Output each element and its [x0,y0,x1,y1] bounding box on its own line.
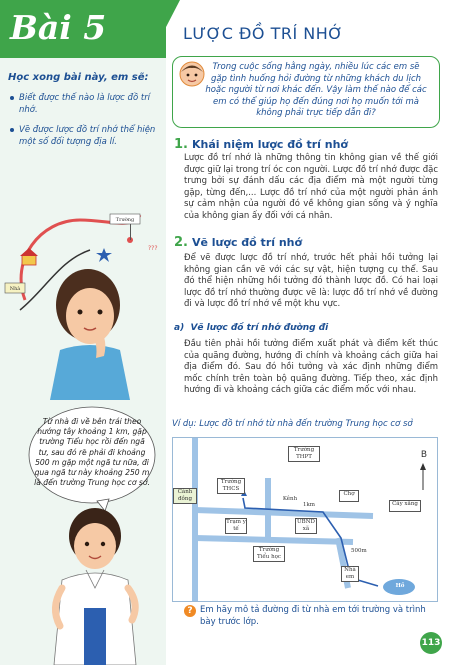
map-label-kenh: Kênh [282,496,298,502]
page-number: 113 [420,632,442,654]
section-2-heading: 2. Vẽ lược đồ trí nhớ [174,235,303,250]
section-1-body: Lược đồ trí nhớ là những thông tin không gian về thế giới được giữ lại trong trí óc con người. Lược đồ trí nhớ được đặc trưng bởi sự đánh dấu các địa điểm mà một người từng gặp, từng đến,... Lược đồ trí nhớ của một người phản ánh sự cảm nhận của người đó về không gian sống và ý nghĩa của không gian ấy đối với cá nhân. [184,153,438,221]
map-label-ubnd: UBND xã [295,518,317,534]
objective-item: Biết được thế nào là lược đồ trí nhớ. [10,92,160,116]
section-1-heading: 1. Khái niệm lược đồ trí nhớ [174,137,348,152]
lesson-label: Bài 5 [10,8,107,47]
subsection-body: Đầu tiên phải hồi tưởng điểm xuất phát và điểm kết thúc của quãng đường, hướng đi chính và khoảng cách giữa hai địa điểm đó. Sau đó hồi tưởng và xác định những điểm mốc chính trên toàn bộ quãng đường. Tiếp theo, xác định hướng đi và khoảng cách giữa các điểm mốc với nhau. [184,339,438,396]
map-label-thcs: Trường THCS [217,478,245,494]
objective-item: Vẽ được lược đồ trí nhớ thể hiện một số đối tượng địa lí. [10,124,160,148]
map-label-1km: 1km [302,502,316,508]
map-label-thpt: Trường THPT [288,446,320,462]
badge-corner [150,0,180,58]
objectives-heading: Học xong bài này, em sẽ: [8,72,149,83]
map-label-tram-y-te: Trạm y tế [225,518,247,534]
mental-map [172,437,438,602]
map-label-canh-dong: Cánh đồng [173,488,197,504]
bullet-icon [10,128,14,132]
subsection-heading: a) Vẽ lược đồ trí nhớ đường đi [174,323,329,333]
example-caption: Ví dụ: Lược đồ trí nhớ từ nhà đến trường Trung học cơ sở [172,419,413,429]
map-label-cay-xang: Cây xăng [389,500,421,512]
home-sign-text: Nhà [9,286,21,292]
intro-text: Trong cuộc sống hằng ngày, nhiều lúc các em sẽ gặp tình huống hỏi đường từ những khách du lịch hoặc người từ nơi khác đến. Vậy làm thế nào để các em có thể giúp họ đến đúng nơi họ muốn tới mà không phải trực tiếp dẫn đi? [205,62,427,118]
question-text: Em hãy mô tả đường đi từ nhà em tới trường và trình bày trước lớp. [200,605,426,627]
intro-box [172,56,440,128]
map-label-cho: Chợ [339,490,359,502]
north-label: B [420,450,428,460]
boy-thinking-illustration [0,200,166,400]
question-marks: ??? [148,245,158,252]
boy-avatar-icon [179,61,205,87]
map-label-tieu-hoc: Trường Tiểu học [253,546,285,562]
school-sign-text: Trường [115,217,135,223]
page-title: LƯỢC ĐỒ TRÍ NHỚ [183,24,344,43]
speech-bubble-text: Từ nhà đi về bên trái theo hướng tây khoảng 1 km, gặp trường Tiểu học rồi đến ngã tư, sau đó rẽ phải đi khoảng 500 m gặp một ngã tư nữa, đi qua ngã tư này khoảng 250 m là đến trường Trung học cơ sở. [34,417,150,488]
section-2-body: Để vẽ được lược đồ trí nhớ, trước hết phải hồi tưởng lại không gian cần vẽ với các sự vật, hiện tượng cụ thể. Sau đó thể hiện những hồi tưởng đó thành lược đồ. Có hai loại lược đồ trí nhớ thường được vẽ là: lược đồ trí nhớ về đường đi và lược đồ trí nhớ về một khu vực. [184,253,438,310]
map-label-ho: Hồ [395,583,405,589]
boy-standing-illustration [40,508,150,665]
map-label-nha-em: Nhà em [341,566,359,582]
bullet-icon [10,96,14,100]
lesson-badge [0,0,166,58]
question-icon: ? [184,605,196,617]
map-label-500m: 500m [351,548,367,554]
